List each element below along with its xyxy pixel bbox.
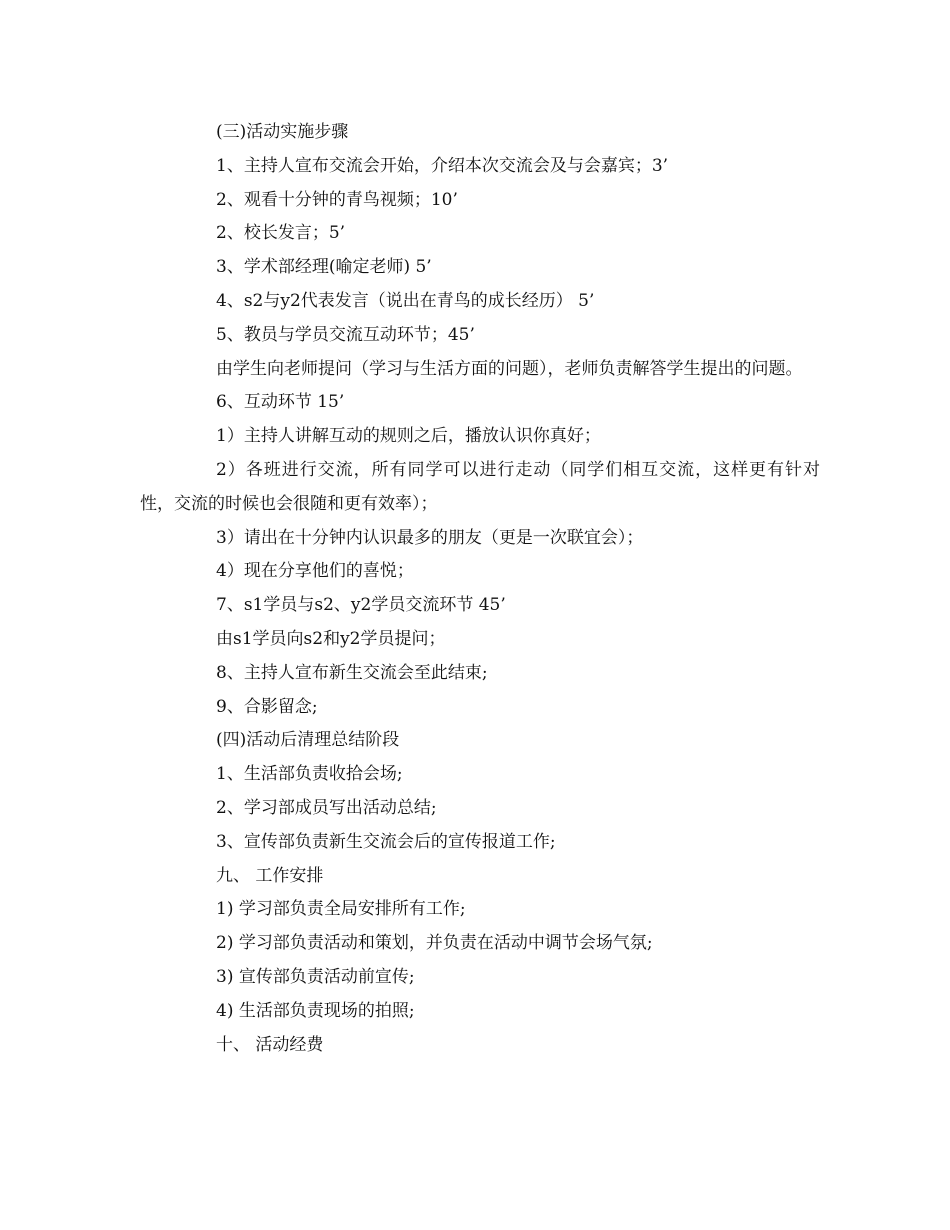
section-heading-work-arrangement: 九、 工作安排	[216, 865, 324, 886]
sub-step-item: 3）请出在十分钟内认识最多的朋友（更是一次联宜会）；	[216, 527, 644, 548]
body-paragraph: 2）各班进行交流，所有同学可以进行走动（同学们相互交流，这样更有针对性，交流的时候也会很随和更有效率）；	[140, 459, 820, 514]
step-item: 8、主持人宣布新生交流会至此结束;	[216, 662, 488, 683]
step-item: 5、教员与学员交流互动环节；45’	[216, 324, 475, 345]
step-item: 6、互动环节 15’	[216, 392, 345, 413]
body-paragraph: 由学生向老师提问（学习与生活方面的问题），老师负责解答学生提出的问题。	[216, 358, 803, 379]
step-item: 1、生活部负责收拾会场;	[216, 764, 403, 785]
section-heading-activity-funding: 十、 活动经费	[216, 1034, 324, 1055]
arrangement-item: 2) 学习部负责活动和策划，并负责在活动中调节会场气氛;	[216, 933, 653, 954]
step-item: 2、校长发言；5’	[216, 223, 346, 244]
step-item: 7、s1学员与s2、y2学员交流环节 45’	[216, 595, 506, 616]
step-item: 3、宣传部负责新生交流会后的宣传报道工作;	[216, 831, 556, 852]
step-item: 4、s2与y2代表发言（说出在青鸟的成长经历） 5’	[216, 290, 595, 311]
step-item: 3、学术部经理(喻定老师) 5’	[216, 257, 432, 278]
sub-step-item: 1）主持人讲解互动的规则之后，播放认识你真好；	[216, 426, 601, 447]
step-item: 2、学习部成员写出活动总结;	[216, 797, 437, 818]
arrangement-item: 4) 生活部负责现场的拍照;	[216, 1000, 415, 1021]
arrangement-item: 1) 学习部负责全局安排所有工作;	[216, 899, 466, 920]
body-line: 由s1学员向s2和y2学员提问；	[216, 628, 446, 649]
document-body	[140, 116, 820, 1062]
arrangement-item: 3) 宣传部负责活动前宣传;	[216, 966, 415, 987]
step-item: 9、合影留念;	[216, 696, 318, 717]
step-item: 2、观看十分钟的青鸟视频；10’	[216, 189, 458, 210]
section-heading-cleanup-summary: (四)活动后清理总结阶段	[216, 730, 400, 751]
section-heading-implementation-steps: (三)活动实施步骤	[216, 122, 349, 142]
step-item: 1、主持人宣布交流会开始，介绍本次交流会及与会嘉宾；3’	[216, 155, 669, 176]
sub-step-item: 4）现在分享他们的喜悦；	[216, 561, 414, 582]
